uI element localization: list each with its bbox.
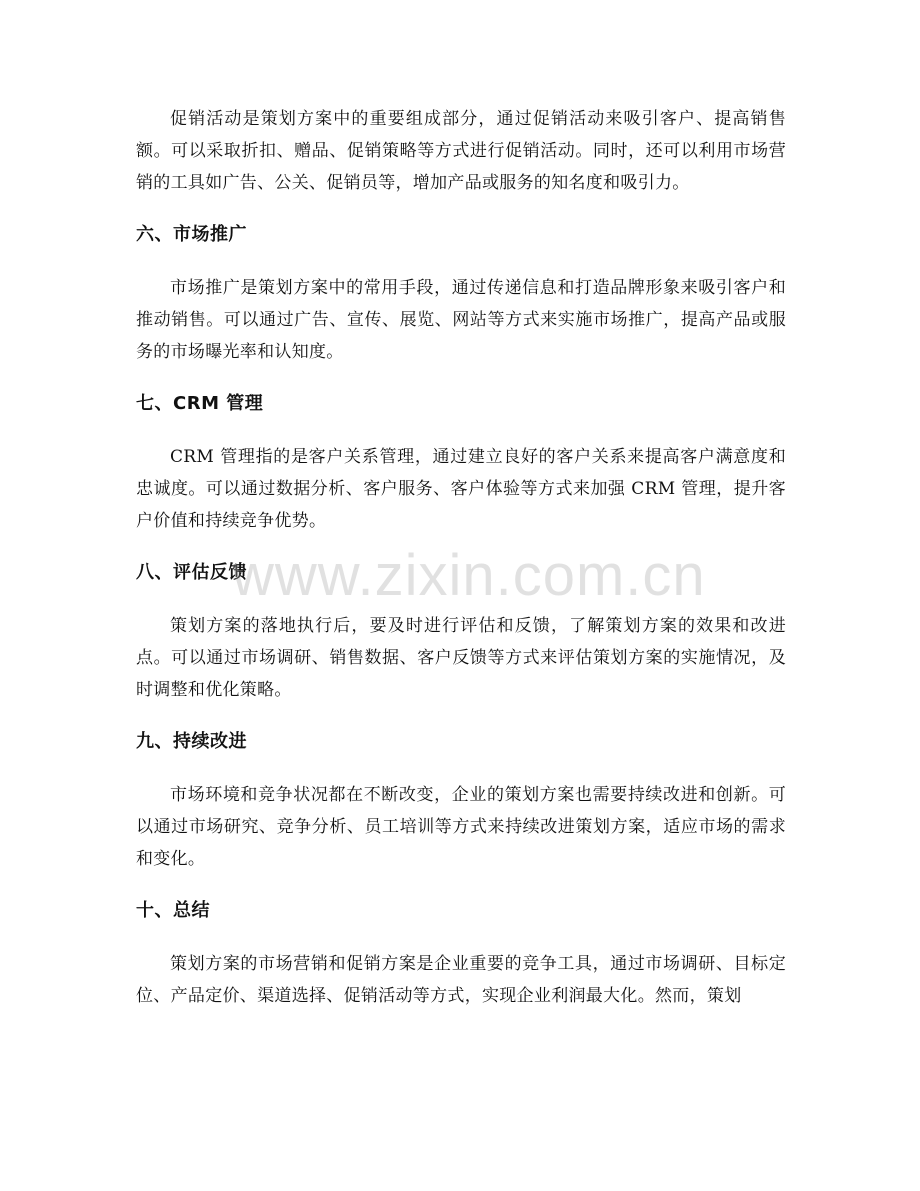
paragraph-summary: 策划方案的市场营销和促销方案是企业重要的竞争工具，通过市场调研、目标定位、产品定价、渠道选择、促销活动等方式，实现企业利润最大化。然而，策划: [136, 954, 786, 1006]
heading-evaluation: 八、评估反馈: [136, 562, 247, 583]
paragraph-crm: CRM 管理指的是客户关系管理，通过建立良好的客户关系来提高客户满意度和忠诚度。可以通过数据分析、客户服务、客户体验等方式来加强 CRM 管理，提升客户价值和持续竞争优势。: [136, 447, 786, 531]
paragraph-continuous-improvement: 市场环境和竞争状况都在不断改变，企业的策划方案也需要持续改进和创新。可以通过市场研究、竞争分析、员工培训等方式来持续改进策划方案，适应市场的需求和变化。: [136, 785, 786, 869]
heading-crm: 七、CRM 管理: [136, 393, 264, 414]
paragraph-promotion: 促销活动是策划方案中的重要组成部分，通过促销活动来吸引客户、提高销售额。可以采取折扣、赠品、促销策略等方式进行促销活动。同时，还可以利用市场营销的工具如广告、公关、促销员等，增加产品或服务的知名度和吸引力。: [136, 109, 786, 193]
heading-market-promotion: 六、市场推广: [136, 224, 247, 245]
paragraph-market-promotion: 市场推广是策划方案中的常用手段，通过传递信息和打造品牌形象来吸引客户和推动销售。可以通过广告、宣传、展览、网站等方式来实施市场推广，提高产品或服务的市场曝光率和认知度。: [136, 278, 786, 362]
heading-continuous-improvement: 九、持续改进: [136, 731, 247, 752]
document-body: [136, 103, 786, 1012]
heading-summary: 十、总结: [136, 900, 210, 921]
paragraph-evaluation: 策划方案的落地执行后，要及时进行评估和反馈，了解策划方案的效果和改进点。可以通过市场调研、销售数据、客户反馈等方式来评估策划方案的实施情况，及时调整和优化策略。: [136, 616, 786, 700]
watermark: www.zixin.com.cn: [232, 543, 706, 608]
